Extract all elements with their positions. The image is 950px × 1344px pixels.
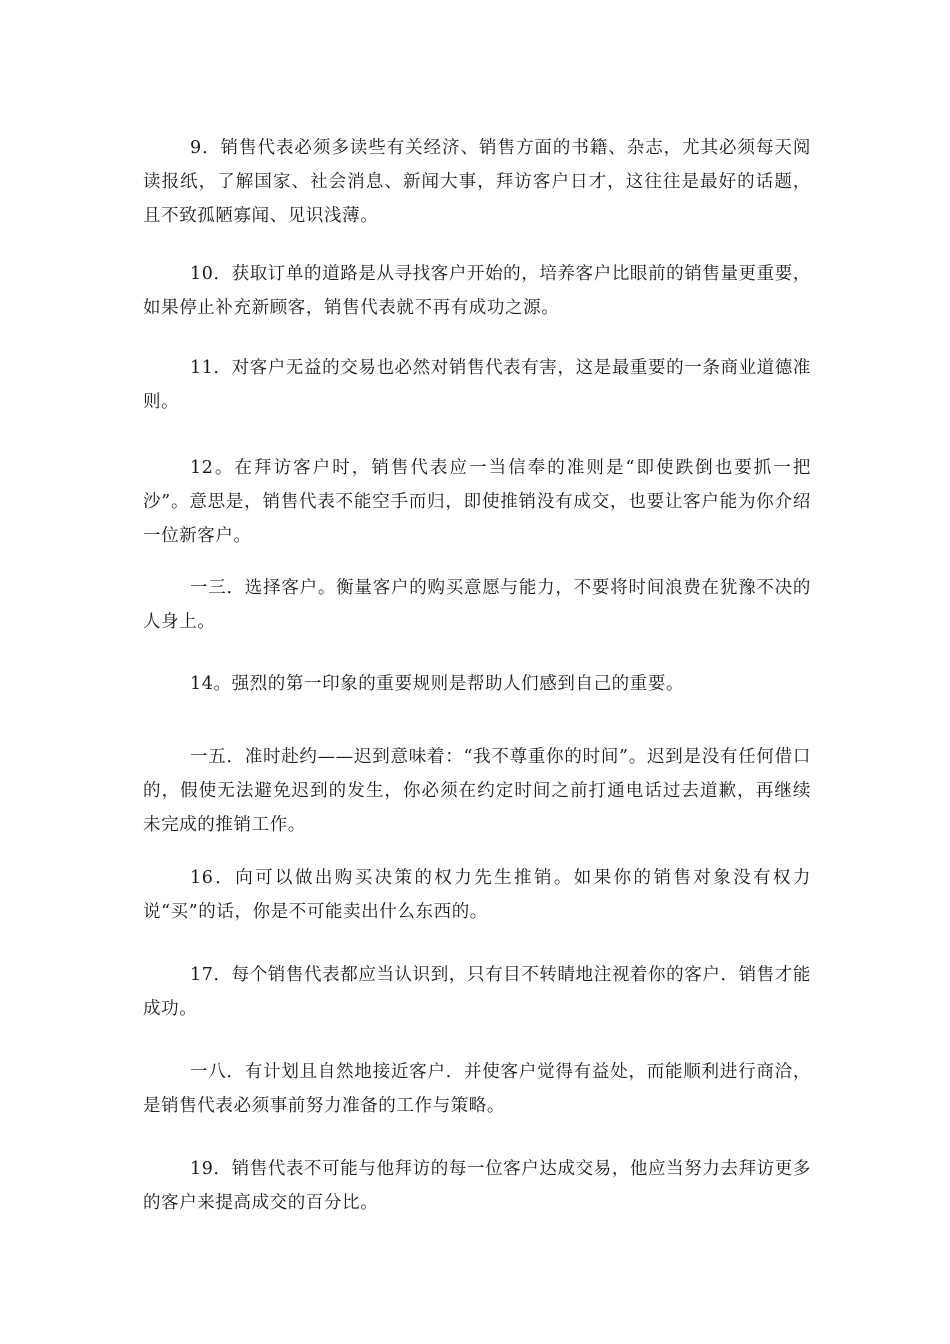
paragraph-11: 11．对客户无益的交易也必然对销售代表有害，这是最重要的一条商业道德准则。: [143, 358, 811, 412]
paragraph-14: 14。强烈的第一印象的重要规则是帮助人们感到自己的重要。: [190, 674, 685, 694]
paragraph-18: 一八．有计划且自然地接近客户．并使客户觉得有益处，而能顺利进行商洽，是销售代表必须事前努力准备的工作与策略。: [143, 1062, 811, 1116]
paragraph-13: 一三．选择客户。衡量客户的购买意愿与能力，不要将时间浪费在犹豫不决的人身上。: [143, 578, 811, 632]
paragraph-17: 17．每个销售代表都应当认识到，只有目不转睛地注视着你的客户．销售才能成功。: [143, 965, 811, 1019]
paragraph-12: 12。在拜访客户时，销售代表应一当信奉的准则是“即使跌倒也要抓一把沙”。意思是，销售代表不能空手而归，即使推销没有成交，也要让客户能为你介绍一位新客户。: [143, 458, 811, 546]
paragraph-10: 10．获取订单的道路是从寻找客户开始的，培养客户比眼前的销售量更重要，如果停止补充新顾客，销售代表就不再有成功之源。: [143, 264, 811, 318]
paragraph-15: 一五．准时赴约——迟到意味着：“我不尊重你的时间”。迟到是没有任何借口的，假使无法避免迟到的发生，你必须在约定时间之前打通电话过去道歉，再继续未完成的推销工作。: [143, 747, 811, 835]
paragraph-16: 16．向可以做出购买决策的权力先生推销。如果你的销售对象没有权力说“买”的话，你是不可能卖出什么东西的。: [143, 868, 811, 922]
paragraph-9: 9．销售代表必须多读些有关经济、销售方面的书籍、杂志，尤其必须每天阅读报纸，了解国家、社会消息、新闻大事，拜访客户日才，这往往是最好的话题，且不致孤陋寡闻、见识浅薄。: [143, 138, 811, 226]
paragraph-19: 19．销售代表不可能与他拜访的每一位客户达成交易，他应当努力去拜访更多的客户来提高成交的百分比。: [143, 1159, 811, 1213]
